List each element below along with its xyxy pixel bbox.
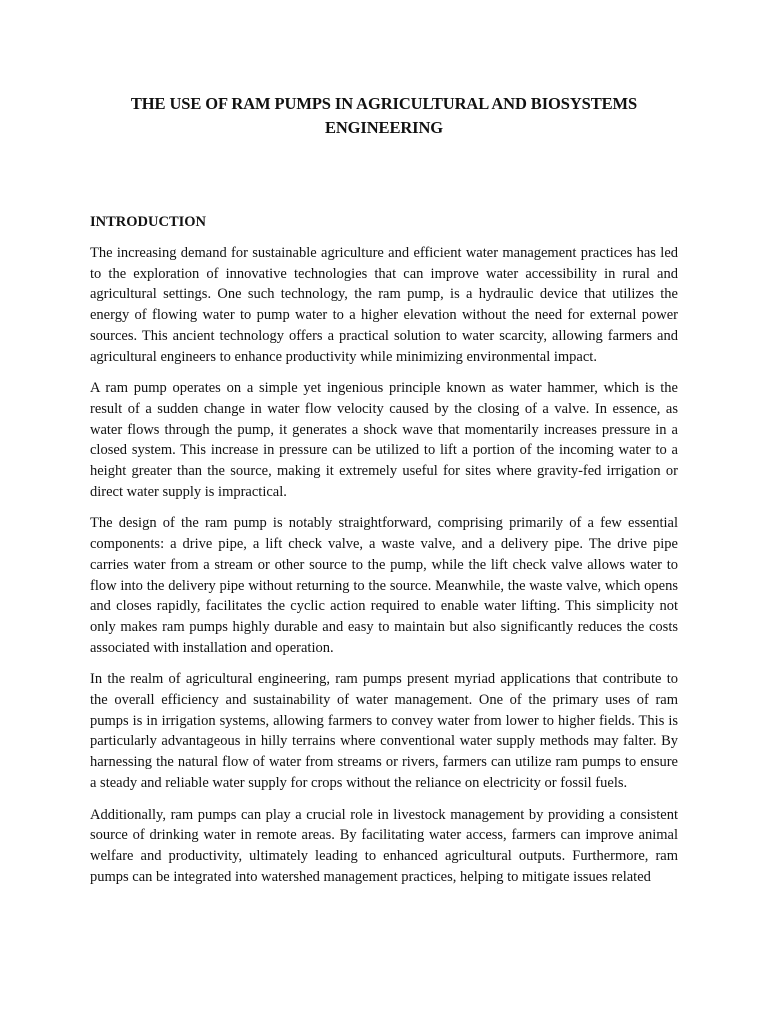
body-text (90, 243, 678, 898)
paragraph-4: In the realm of agricultural engineering, ram pumps present myriad applications that contribute to the overall efficiency and sustainability of water management. One of the primary uses of ram pumps is in irrigation systems, allowing farmers to convey water from lower to higher fields. This is particularly advantageous in hilly terrains where conventional water supply methods may falter. By harnessing the natural flow of water from streams or rivers, farmers can utilize ram pumps to ensure a steady and reliable water supply for crops without the reliance on electricity or fossil fuels. (90, 671, 678, 791)
paragraph-3: The design of the ram pump is notably straightforward, comprising primarily of a few essential components: a drive pipe, a lift check valve, a waste valve, and a delivery pipe. The drive pipe carries water from a stream or other source to the pump, while the lift check valve allows water to flow into the delivery pipe without returning to the source. Meanwhile, the waste valve, which opens and closes rapidly, facilitates the cyclic action required to enable water lifting. This simplicity not only makes ram pumps highly durable and easy to maintain but also significantly reduces the costs associated with installation and operation. (90, 515, 678, 656)
section-heading-introduction: INTRODUCTION (90, 214, 207, 230)
paragraph-1: The increasing demand for sustainable agriculture and efficient water management practices has led to the exploration of innovative technologies that can improve water accessibility in rural and agricultural settings. One such technology, the ram pump, is a hydraulic device that utilizes the energy of flowing water to pump water to a higher elevation without the need for external power sources. This ancient technology offers a practical solution to water scarcity, allowing farmers and agricultural engineers to enhance productivity while minimizing environmental impact. (90, 245, 678, 365)
paragraph-2: A ram pump operates on a simple yet ingenious principle known as water hammer, which is the result of a sudden change in water flow velocity caused by the closing of a valve. In essence, as water flows through the pump, it generates a shock wave that momentarily increases pressure in a closed system. This increase in pressure can be utilized to lift a portion of the incoming water to a height greater than the source, making it extremely useful for sites where gravity-fed irrigation or direct water supply is impractical. (90, 380, 678, 500)
document-title: THE USE OF RAM PUMPS IN AGRICULTURAL AND BIOSYSTEMS ENGINEERING (130, 94, 638, 137)
paragraph-5: Additionally, ram pumps can play a crucial role in livestock management by providing a consistent source of drinking water in remote areas. By facilitating water access, farmers can improve animal welfare and productivity, ultimately leading to enhanced agricultural outputs. Furthermore, ram pumps can be integrated into watershed management practices, helping to mitigate issues related (90, 806, 678, 885)
